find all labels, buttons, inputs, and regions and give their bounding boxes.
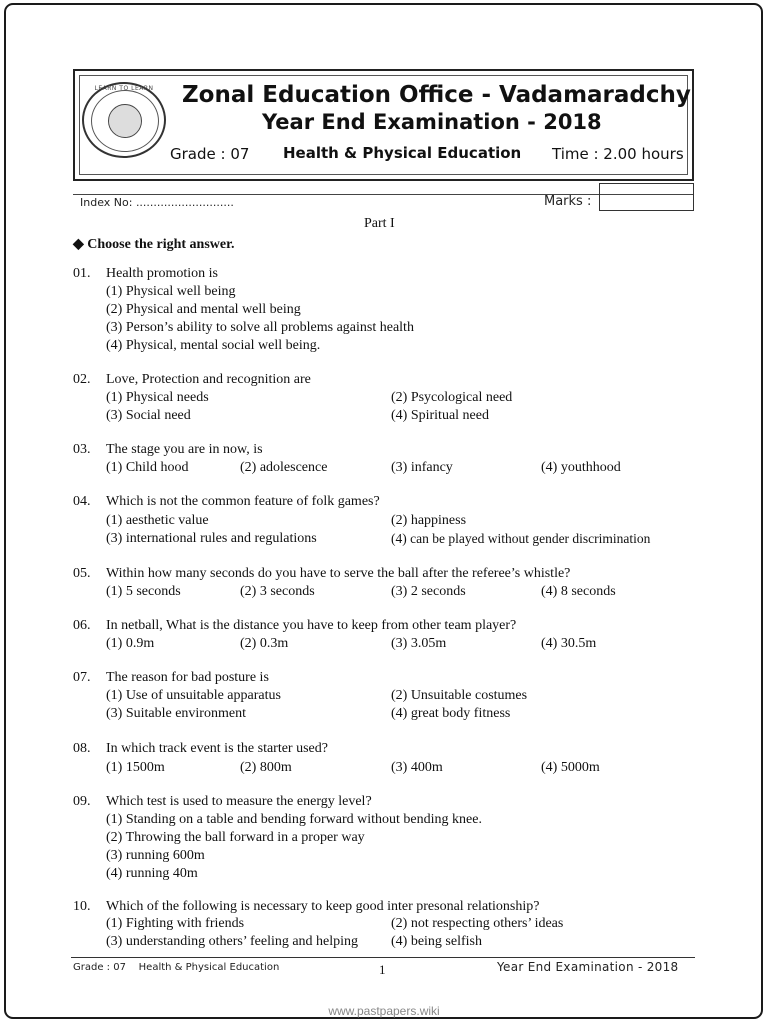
exam-office-title: Zonal Education Office - Vadamaradchy xyxy=(182,82,691,108)
option: (2) not respecting others’ ideas xyxy=(391,916,564,931)
option: (4) great body fitness xyxy=(391,706,511,721)
option: (4) Spiritual need xyxy=(391,408,489,423)
question-text: Which of the following is necessary to keep good inter presonal relationship? xyxy=(106,899,540,914)
option: (1) aesthetic value xyxy=(106,513,209,528)
marks-box xyxy=(599,183,694,211)
option: (2) adolescence xyxy=(240,460,328,475)
option: (3) running 600m xyxy=(106,848,205,863)
option: (4) being selfish xyxy=(391,934,482,949)
option: (2) 0.3m xyxy=(240,636,289,651)
option: (3) Suitable environment xyxy=(106,706,246,721)
question-text: The reason for bad posture is xyxy=(106,670,269,685)
option: (3) international rules and regulations xyxy=(106,531,317,546)
option: (2) Physical and mental well being xyxy=(106,302,301,317)
option: (4) 5000m xyxy=(541,760,600,775)
question-text: In which track event is the starter used? xyxy=(106,741,328,756)
logo-text: LEARN TO LEARN xyxy=(94,85,154,92)
option: (1) 1500m xyxy=(106,760,165,775)
time-label: Time : 2.00 hours xyxy=(552,145,684,163)
question-number: 07. xyxy=(73,670,91,685)
option: (1) Use of unsuitable apparatus xyxy=(106,688,281,703)
question-number: 05. xyxy=(73,566,91,581)
option: (3) understanding others’ feeling and helping xyxy=(106,934,359,949)
question-number: 02. xyxy=(73,372,91,387)
option: (3) Person’s ability to solve all problems against health xyxy=(106,320,414,335)
page-number: 1 xyxy=(379,962,386,977)
question-number: 10. xyxy=(73,899,91,914)
option: (1) Child hood xyxy=(106,460,189,475)
option: (4) 30.5m xyxy=(541,636,597,651)
option: (4) youthhood xyxy=(541,460,621,475)
question-text: In netball, What is the distance you have to keep from other team player? xyxy=(106,618,517,633)
question-number: 01. xyxy=(73,266,91,281)
option: (4) can be played without gender discrimination xyxy=(391,531,651,546)
grade-label: Grade : 07 xyxy=(170,145,250,163)
option: (4) Physical, mental social well being. xyxy=(106,338,321,353)
question-text: Which is not the common feature of folk games? xyxy=(106,494,380,509)
question-number: 04. xyxy=(73,494,91,509)
footer-divider xyxy=(71,957,695,958)
option: (1) Physical needs xyxy=(106,390,209,405)
part-heading: Part I xyxy=(364,216,395,231)
question-text: Health promotion is xyxy=(106,266,218,281)
option: (2) Psycological need xyxy=(391,390,513,405)
option: (1) 0.9m xyxy=(106,636,155,651)
option: (2) 3 seconds xyxy=(240,584,315,599)
instruction: ◆ Choose the right answer. xyxy=(73,237,235,252)
school-logo-icon xyxy=(82,82,166,158)
option: (1) Standing on a table and bending forward without bending knee. xyxy=(106,812,482,827)
option: (1) 5 seconds xyxy=(106,584,181,599)
question-number: 06. xyxy=(73,618,91,633)
footer-exam-title: Year End Examination - 2018 xyxy=(497,960,679,974)
option: (1) Physical well being xyxy=(106,284,236,299)
option: (3) 3.05m xyxy=(391,636,447,651)
question-text: The stage you are in now, is xyxy=(106,442,263,457)
watermark: www.pastpapers.wiki xyxy=(328,1004,440,1018)
option: (3) 400m xyxy=(391,760,443,775)
question-text: Within how many seconds do you have to serve the ball after the referee’s whistle? xyxy=(106,566,571,581)
question-number: 08. xyxy=(73,741,91,756)
question-text: Which test is used to measure the energy level? xyxy=(106,794,372,809)
option: (2) 800m xyxy=(240,760,292,775)
option: (2) Unsuitable costumes xyxy=(391,688,528,703)
question-number: 09. xyxy=(73,794,91,809)
subject-label: Health & Physical Education xyxy=(283,144,522,162)
option: (4) 8 seconds xyxy=(541,584,616,599)
footer-grade-subject: Grade : 07 Health & Physical Education xyxy=(73,962,280,973)
option: (4) running 40m xyxy=(106,866,198,881)
marks-label: Marks : xyxy=(544,194,592,209)
option: (1) Fighting with friends xyxy=(106,916,245,931)
index-number-field: Index No: ............................ xyxy=(80,196,234,209)
option: (3) 2 seconds xyxy=(391,584,466,599)
option: (3) Social need xyxy=(106,408,191,423)
option: (3) infancy xyxy=(391,460,453,475)
question-text: Love, Protection and recognition are xyxy=(106,372,311,387)
option: (2) Throwing the ball forward in a proper way xyxy=(106,830,365,845)
question-number: 03. xyxy=(73,442,91,457)
exam-subtitle: Year End Examination - 2018 xyxy=(262,110,602,134)
option: (2) happiness xyxy=(391,513,467,528)
